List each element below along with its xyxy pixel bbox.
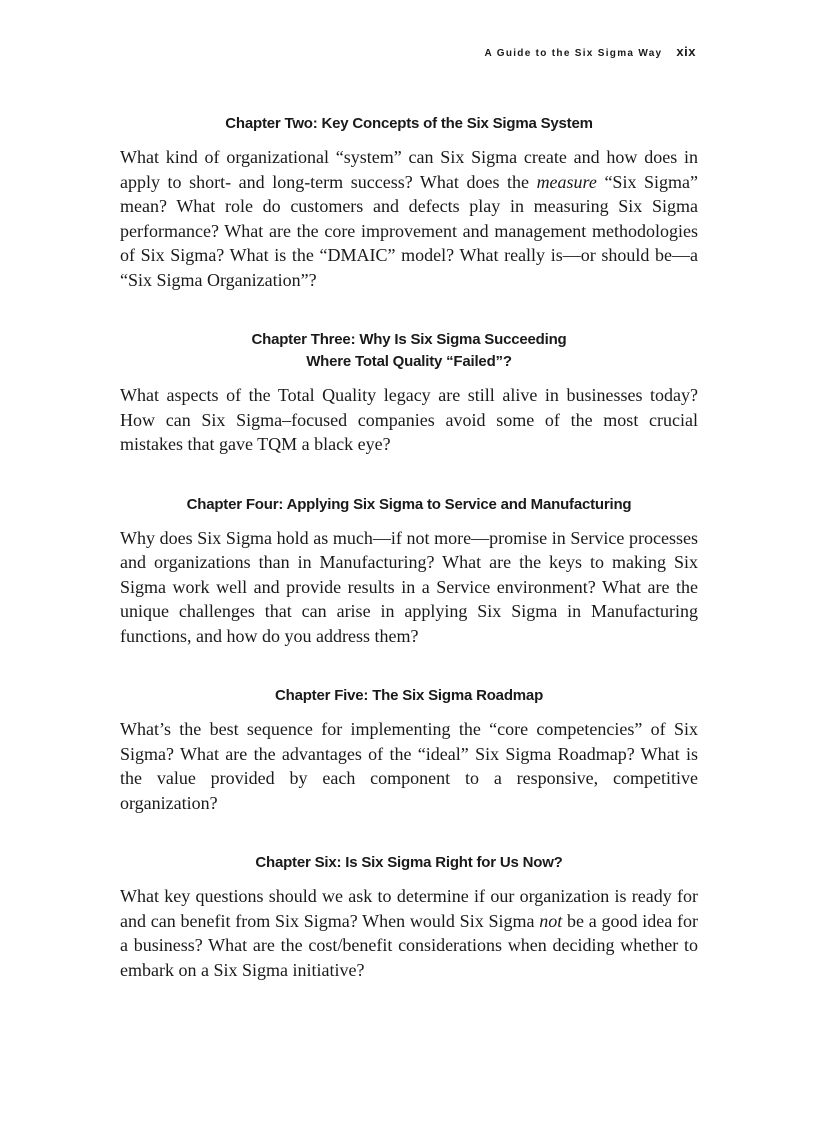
summary-text: be a good idea for a business? What are the cost/benefit considerations when deciding whether to embark on a Six Sigma initiative?	[120, 910, 698, 980]
chapter-four-heading	[120, 494, 698, 516]
summary-text: What key questions should we ask to determine if our organization is ready for and can benefit from Six Sigma? When would Six Sigma	[120, 886, 698, 931]
page-number: xix	[676, 44, 696, 59]
chapter-six-summary	[120, 884, 698, 982]
chapter-three-heading	[120, 329, 698, 373]
emphasis-text: measure	[536, 171, 597, 192]
heading-line: Chapter Five: The Six Sigma Roadmap	[274, 687, 544, 704]
chapter-two-heading	[120, 113, 698, 135]
heading-line: Chapter Four: Applying Six Sigma to Service and Manufacturing	[186, 495, 632, 513]
heading-line: Chapter Three: Why Is Six Sigma Succeeding	[251, 331, 567, 348]
chapter-four-section	[120, 494, 698, 649]
chapter-two-summary	[120, 145, 698, 292]
summary-text: “Six Sigma” mean? What role do customers and defects play in measuring Six Sigma performance? What are the core improvement and management methodologies of Six Sigma? What is the “DMAIC” model? What really is—or should be—a “Six Sigma Organization”?	[120, 171, 698, 290]
heading-line: Chapter Two: Key Concepts of the Six Sigma System	[225, 115, 593, 132]
heading-line: Chapter Six: Is Six Sigma Right for Us Now?	[255, 854, 563, 871]
chapter-six-heading	[120, 852, 698, 874]
summary-text: What’s the best sequence for implementing the “core competencies” of Six Sigma? What are the advantages of the “ideal” Six Sigma Roadmap? What is the value provided by each component to a responsive, competitive organization?	[120, 719, 698, 813]
running-title: A Guide to the Six Sigma Way	[484, 48, 663, 59]
chapter-five-section	[120, 685, 698, 815]
chapter-six-section	[120, 852, 698, 982]
summary-text: Why does Six Sigma hold as much—if not more—promise in Service processes and organizations than in Manufacturing? What are the keys to making Six Sigma work well and provide results in a Service environment? What are the unique challenges that can arise in applying Six Sigma in Manufacturing functions, and how do you address them?	[120, 527, 698, 646]
emphasis-text: not	[539, 910, 563, 931]
chapter-five-heading	[120, 685, 698, 707]
running-header	[485, 44, 696, 59]
heading-line: Where Total Quality “Failed”?	[306, 353, 512, 370]
page-body	[120, 113, 698, 982]
chapter-four-summary	[120, 526, 698, 649]
chapter-five-summary	[120, 717, 698, 815]
chapter-three-summary	[120, 383, 698, 457]
chapter-two-section	[120, 113, 698, 292]
summary-text: What aspects of the Total Quality legacy are still alive in businesses today? How can Six Sigma–focused companies avoid some of the most crucial mistakes that gave TQM a black eye?	[120, 385, 698, 454]
chapter-three-section	[120, 329, 698, 457]
summary-text: What kind of organizational “system” can Six Sigma create and how does in apply to short- and long-term success? What does the	[120, 147, 698, 192]
